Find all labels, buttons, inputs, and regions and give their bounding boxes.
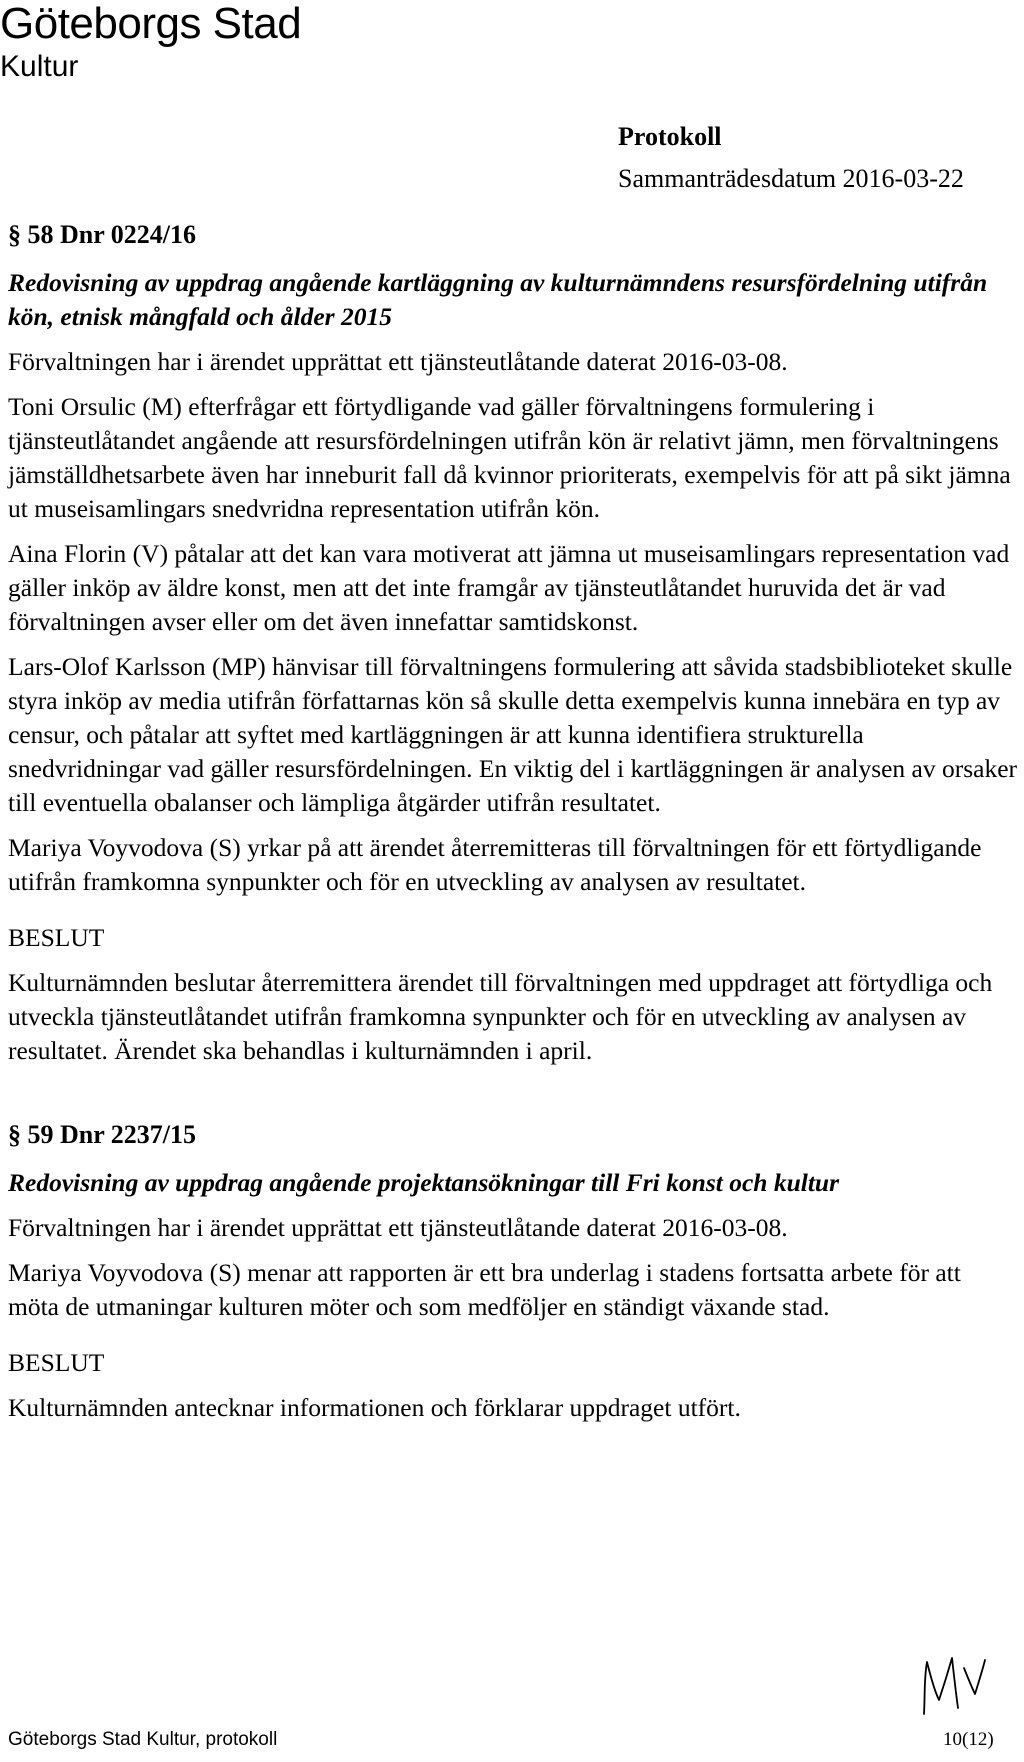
signature-initials — [918, 1648, 988, 1718]
document-body — [8, 218, 1018, 1425]
page-number: 10(12) — [943, 1729, 994, 1750]
section-58-decision-label: BESLUT — [8, 923, 105, 952]
section-58-paragraph: Lars-Olof Karlsson (MP) hänvisar till förvaltningens formulering att såvida stadsbiblioteket skulle styra inköp av media utifrån författarnas kön så skulle detta exempelvis kunna innebära en typ av censur, och påtalar att syftet med kartläggningen är att kunna identifiera strukturella snedvridningar vad gäller resursfördelningen. En viktig del i kartläggningen är analysen av orsaker till eventuella obalanser och lämpliga åtgärder utifrån resultatet. — [8, 652, 1018, 817]
section-59-paragraph: Mariya Voyvodova (S) menar att rapporten är ett bra underlag i stadens fortsatta arbete för att möta de utmaningar kulturen möter och som medföljer en ständigt växande stad. — [8, 1258, 961, 1321]
section-59-paragraph: Förvaltningen har i ärendet upprättat ett tjänsteutlåtande daterat 2016-03-08. — [8, 1213, 788, 1242]
section-59-number: § 59 Dnr 2237/15 — [8, 1120, 197, 1149]
section-59-decision: Kulturnämnden antecknar informationen och förklarar uppdraget utfört. — [8, 1393, 741, 1422]
section-58-decision: Kulturnämnden beslutar återremittera ärendet till förvaltningen med uppdraget att förtydliga och utveckla tjänsteutlåtandet utifrån framkomna synpunkter och för en utveckling av analysen av resultatet. Ärendet ska behandlas i kulturnämnden i april. — [8, 968, 993, 1065]
section-58-paragraph: Toni Orsulic (M) efterfrågar ett förtydligande vad gäller förvaltningens formulering i tjänsteutlåtandet angående att resursfördelningen utifrån kön är relativt jämn, men förvaltningens jämställdhetsarbete även har inneburit fall då kvinnor prioriterats, exempelvis för att på sikt jämna ut museisamlingars snedvridna representation utifrån kön. — [8, 392, 1011, 523]
document-type: Protokoll — [618, 122, 722, 151]
section-58-paragraph: Förvaltningen har i ärendet upprättat ett tjänsteutlåtande daterat 2016-03-08. — [8, 347, 788, 376]
section-58-paragraph: Aina Florin (V) påtalar att det kan vara motiverat att jämna ut museisamlingars representation vad gäller inköp av äldre konst, men att det inte framgår av tjänsteutlåtandet huruvida det är vad förvaltningen avser eller om det även innefattar samtidskonst. — [8, 539, 1010, 636]
protocol-header — [618, 121, 964, 195]
section-58-paragraph: Mariya Voyvodova (S) yrkar på att ärendet återremitteras till förvaltningen för ett förtydligande utifrån framkomna synpunkter och för en utveckling av analysen av resultatet. — [8, 833, 982, 896]
section-58-title: Redovisning av uppdrag angående kartläggning av kulturnämndens resursfördelning utifrån kön, etnisk mångfald och ålder 2015 — [8, 268, 988, 331]
org-name: Göteborgs Stad — [0, 0, 302, 48]
meeting-date: Sammanträdesdatum 2016-03-22 — [618, 164, 964, 193]
footer-text: Göteborgs Stad Kultur, protokoll — [8, 1729, 278, 1750]
section-59-decision-label: BESLUT — [8, 1348, 105, 1377]
section-59-title: Redovisning av uppdrag angående projektansökningar till Fri konst och kultur — [8, 1168, 840, 1197]
letterhead — [0, 0, 301, 84]
department-name: Kultur — [0, 50, 79, 83]
section-58-number: § 58 Dnr 0224/16 — [8, 220, 197, 249]
